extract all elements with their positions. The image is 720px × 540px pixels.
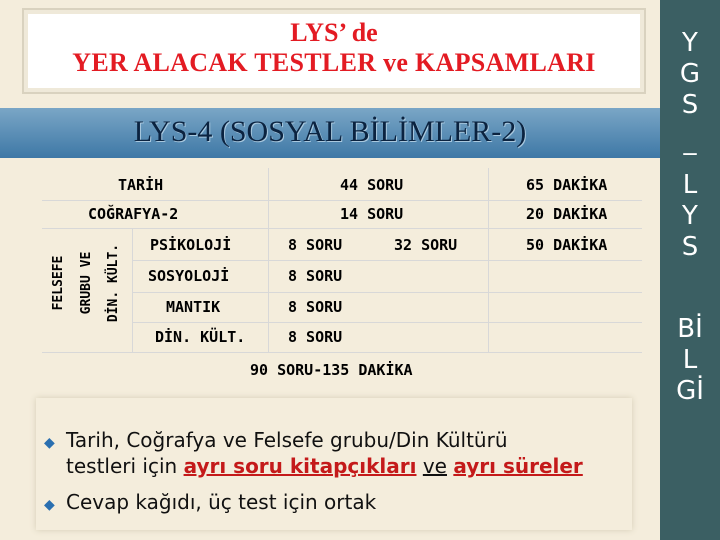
- table-cell-questions: 44 SORU: [340, 176, 404, 194]
- bullet-text: Cevap kağıdı, üç test için ortak: [66, 490, 377, 514]
- side-letter: Y: [682, 201, 698, 231]
- highlight-text: ayrı soru kitapçıkları: [183, 454, 417, 478]
- section-banner: [0, 108, 660, 158]
- side-letter: Gİ: [676, 376, 704, 406]
- group-cell-questions: 8 SORU: [288, 298, 343, 316]
- title-line-1: LYS’ de: [290, 18, 378, 47]
- table-divider: [132, 228, 133, 352]
- banner-text: LYS-4 (SOSYAL BİLİMLER-2): [133, 115, 527, 148]
- side-strip: [660, 0, 720, 540]
- group-cell-subject: MANTIK: [166, 298, 221, 316]
- diamond-bullet-icon: ◆: [44, 435, 55, 451]
- side-letter: L: [682, 345, 698, 375]
- bullet-text: ve: [422, 454, 447, 478]
- group-duration: 50 DAKİKA: [526, 236, 608, 254]
- notes-box: [36, 398, 632, 530]
- table-cell-duration: 20 DAKİKA: [526, 205, 608, 223]
- table-divider: [42, 352, 642, 353]
- table-divider: [132, 292, 642, 293]
- diamond-bullet-icon: ◆: [44, 497, 55, 513]
- group-cell-questions: 8 SORU: [288, 267, 343, 285]
- table-cell-subject: TARİH: [118, 176, 164, 194]
- group-total: 32 SORU: [394, 236, 458, 254]
- slide-title: [22, 8, 646, 94]
- table-divider: [132, 260, 642, 261]
- table-divider: [268, 168, 269, 352]
- side-letter: L: [682, 170, 698, 200]
- table-divider: [132, 322, 642, 323]
- group-cell-subject: SOSYOLOJİ: [148, 267, 230, 285]
- side-letter: S: [681, 90, 699, 120]
- group-label-line: GRUBU VE: [79, 251, 94, 315]
- table-divider: [488, 168, 489, 352]
- side-letter: G: [679, 59, 701, 89]
- side-letter: Y: [682, 28, 698, 58]
- table-cell-subject: COĞRAFYA-2: [88, 205, 179, 223]
- side-letter: _: [683, 126, 697, 156]
- side-letter: Bİ: [677, 314, 703, 344]
- bullet-text: testleri için: [66, 454, 178, 478]
- group-cell-subject: PSİKOLOJİ: [150, 236, 232, 254]
- group-label-line: DİN. KÜLT.: [106, 243, 121, 323]
- bullet-item: [44, 490, 376, 514]
- table-divider: [42, 200, 642, 201]
- group-label-line: FELSEFE: [51, 255, 66, 311]
- table-summary: 90 SORU-135 DAKİKA: [250, 361, 413, 379]
- bullet-text: Tarih, Coğrafya ve Felsefe grubu/Din Kültürü: [66, 428, 508, 452]
- side-letter: S: [681, 232, 699, 262]
- table-cell-duration: 65 DAKİKA: [526, 176, 608, 194]
- table-cell-questions: 14 SORU: [340, 205, 404, 223]
- bullet-item: [44, 428, 508, 452]
- bullet-item-continued: [66, 454, 583, 478]
- group-cell-questions: 8 SORU: [288, 236, 343, 254]
- highlight-text: ayrı süreler: [453, 454, 583, 478]
- group-cell-subject: DİN. KÜLT.: [155, 328, 246, 346]
- group-cell-questions: 8 SORU: [288, 328, 343, 346]
- title-line-2: YER ALACAK TESTLER ve KAPSAMLARI: [72, 48, 596, 77]
